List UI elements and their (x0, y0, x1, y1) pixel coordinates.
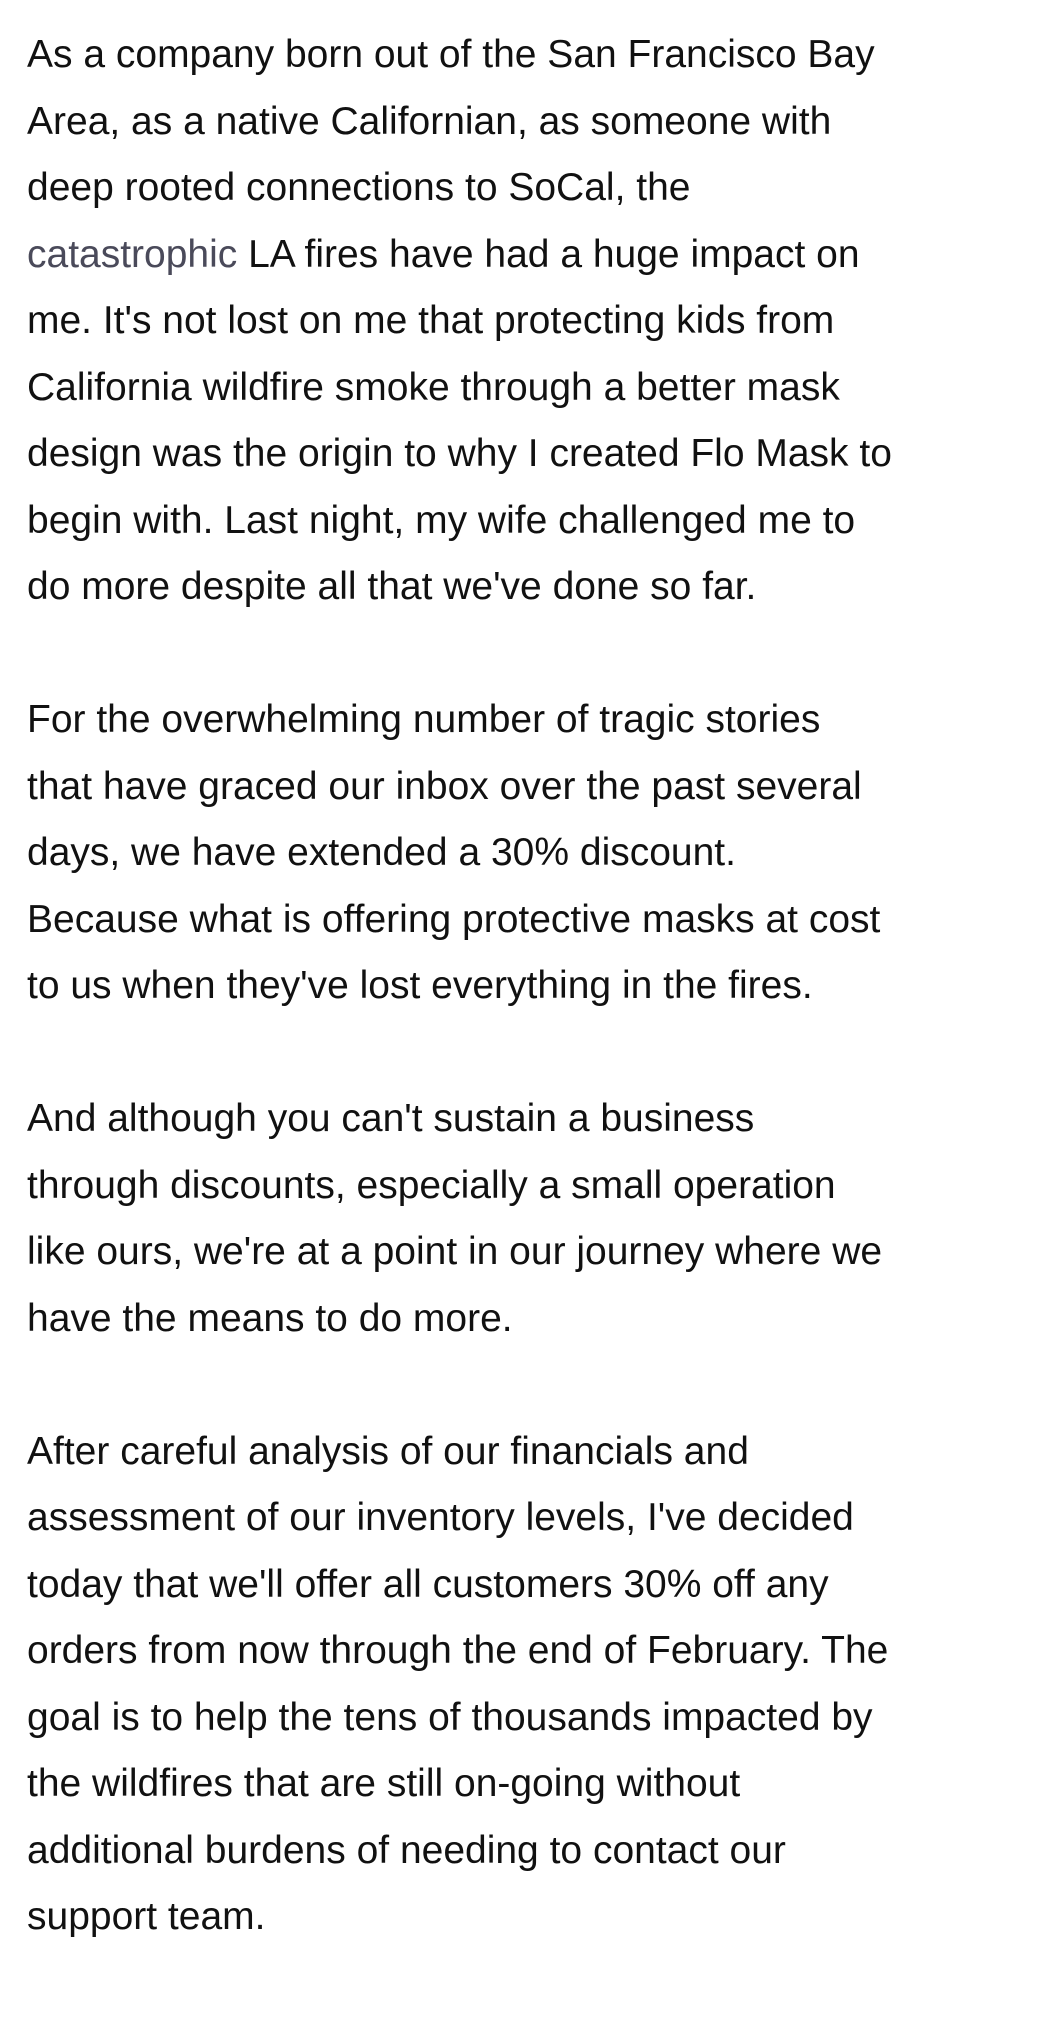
paragraph-discount (27, 687, 1027, 1020)
paragraph-intro (27, 22, 1027, 621)
email-body (27, 22, 1027, 2017)
text-line: today that we'll offer all customers 30% off any (27, 1562, 829, 1606)
text-line: assessment of our inventory levels, I've decided (27, 1496, 854, 1539)
text-line: For the overwhelming number of tragic stories (27, 698, 821, 741)
text-line: days, we have extended a 30% discount. (27, 831, 736, 874)
text-line: the wildfires that are still on-going without (27, 1762, 741, 1805)
text-line: orders from now through the end of February. The (27, 1629, 889, 1672)
text-line: that have graced our inbox over the past several (27, 764, 862, 808)
text-line: me. It's not lost on me that protecting kids from (27, 299, 835, 342)
text-line: through discounts, especially a small operation (27, 1163, 836, 1207)
text-line: do more despite all that we've done so far. (27, 565, 757, 608)
text-line: additional burdens of needing to contact our (27, 1828, 786, 1872)
text-segment: LA fires have had a huge impact on (237, 232, 860, 276)
catastrophic-link[interactable]: catastrophic (27, 232, 238, 276)
text-line: After careful analysis of our financials and (27, 1429, 749, 1473)
text-line: As a company born out of the San Francisco Bay (27, 33, 875, 76)
text-line: deep rooted connections to SoCal, the (27, 166, 691, 209)
text-line: California wildfire smoke through a better mask (27, 365, 840, 409)
text-line: goal is to help the tens of thousands impacted by (27, 1695, 873, 1739)
text-line: Area, as a native Californian, as someone with (27, 99, 832, 143)
text-line: begin with. Last night, my wife challenged me to (27, 498, 856, 542)
text-line-with-link (27, 222, 1027, 289)
paragraph-offer (27, 1419, 1027, 1951)
text-line: have the means to do more. (27, 1296, 513, 1340)
text-line: design was the origin to why I created Flo Mask to (27, 432, 892, 475)
text-line: like ours, we're at a point in our journey where we (27, 1230, 883, 1273)
text-line: support team. (27, 1895, 266, 1938)
text-line: to us when they've lost everything in the fires. (27, 964, 813, 1007)
text-line: Because what is offering protective masks at cost (27, 897, 881, 941)
paragraph-business (27, 1086, 1027, 1352)
text-line: And although you can't sustain a business (27, 1097, 755, 1140)
